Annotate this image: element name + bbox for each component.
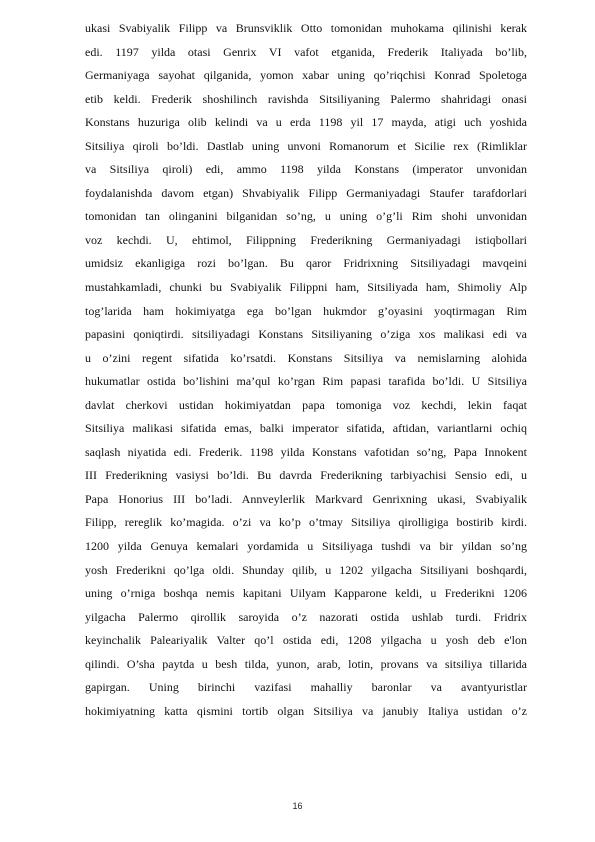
text-line: Konstans huzuriga olib kelindi va u erda 1198 yil 17 mayda, atigi uch yoshida [85,115,527,130]
text-line: ukasi Svabiyalik Filipp va Brunsviklik Otto tomonidan muhokama qilinishi kerak [85,21,527,35]
text-line: III Frederikning vasiysi bo’ldi. Bu davrda Frederikning tarbiyachisi Sensio edi, u [85,468,527,483]
text-line: Papa Honorius III bo’ladi. Annveylerlik Markvard Genrixning ukasi, Svabiyalik [85,491,527,506]
text-line: papasini qoniqtirdi. sitsiliyadagi Konstans Sitsiliyaning o’ziga xos malikasi edi va [85,327,527,342]
text-line: edi. 1197 yilda otasi Genrix VI vafot etganida, Frederik Italiyada bo’lib, [85,44,527,59]
text-line: 1200 yilda Genuya kemalari yordamida u Sitsiliyaga tushdi va bir yildan so’ng [85,539,527,554]
text-line: voz kechdi. U, ehtimol, Filippning Frederikning Germaniyadagi istiqbollari [85,232,527,247]
text-line: davlat cherkovi ustidan hokimiyatdan papa tomoniga voz kechdi, lekin faqat [85,397,527,412]
text-line: va Sitsiliya qiroli) edi, ammo 1198 yilda Konstans (imperator unvonidan [85,162,527,177]
text-line: tog’larida ham hokimiyatga ega bo’lgan hukmdor g’oyasini yoqtirmagan Rim [85,303,527,318]
text-line: foydalanishda davom etgan) Shvabiyalik Filipp Germaniyadagi Staufer tarafdorlari [85,185,527,200]
page-number: 16 [292,801,303,811]
text-line: Filipp, rereglik ko’magida. o’zi va ko’p o’tmay Sitsiliya qirolligiga bostirib kirdi. [85,515,527,530]
text-line: gapirgan. Uning birinchi vazifasi mahalliy baronlar va avantyuristlar [85,680,527,695]
text-line: etib keldi. Frederik shoshilinch ravishda Sitsiliyaning Palermo shahridagi onasi [85,91,527,106]
text-line: yilgacha Palermo qirollik saroyida o’z nazorati ostida ushlab turdi. Fridrix [85,609,527,624]
text-line: umidsiz ekanligiga rozi bo’lgan. Bu qaror Fridrixning Sitsiliyadagi mavqeini [85,256,527,271]
text-line: Sitsiliya qiroli bo’ldi. Dastlab uning unvoni Romanorum et Sicilie rex (Rimliklar [85,138,527,153]
text-line: Germaniyaga sayohat qilganida, yomon xabar uning qo’riqchisi Konrad Spoletoga [85,68,527,83]
text-line: saqlash niyatida edi. Frederik. 1198 yilda Konstans vafotidan so’ng, Papa Innokent [85,444,527,459]
text-line: keyinchalik Paleariyalik Valter qo’l ostida edi, 1208 yilgacha u yosh deb e'lon [85,633,527,648]
text-line: tomonidan tan olinganini bilganidan so’ng, u uning o’g’li Rim shohi unvonidan [85,209,527,224]
text-line: qilindi. O’sha paytda u besh tilda, yunon, arab, lotin, provans va sitsiliya tillarida [85,656,527,671]
text-line: yosh Frederikni qo’lga oldi. Shunday qilib, u 1202 yilgacha Sitsiliyani boshqardi, [85,562,527,577]
text-line: u o’zini regent sifatida ko’rsatdi. Konstans Sitsiliya va nemislarning alohida [85,350,527,365]
text-line: Sitsiliya malikasi sifatida emas, balki imperator sifatida, aftidan, variantlarni ochiq [85,421,527,436]
text-line: uning o’rniga boshqa nemis kapitani Uilyam Kapparone keldi, u Frederikni 1206 [85,586,527,601]
text-line: hukumatlar ostida bo’lishini ma’qul ko’rgan Rim papasi tarafida bo’ldi. U Sitsiliya [85,374,527,389]
text-line: hokimiyatning katta qismini tortib olgan Sitsiliya va janubiy Italiya ustidan o’z [85,703,527,718]
body-text [85,17,527,723]
text-line: mustahkamladi, chunki bu Svabiyalik Filippni ham, Sitsiliyada ham, Shimoliy Alp [85,280,527,295]
